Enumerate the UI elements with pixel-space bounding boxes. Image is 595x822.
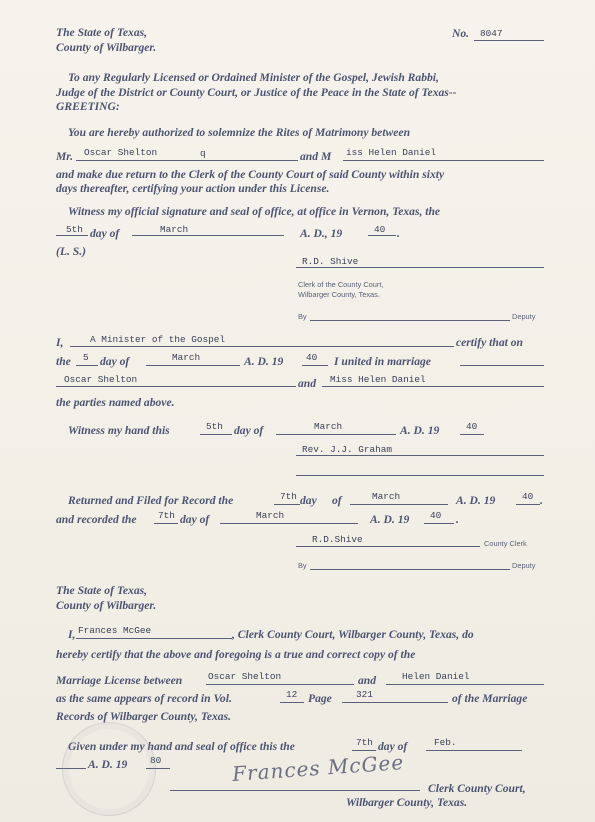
copy-day-of: day of [378,740,408,753]
certify-on: certify that on [456,336,523,349]
copy-and: and [358,674,377,687]
returned-text: Returned and Filed for Record the [68,494,234,507]
copy-vol-text: as the same appears of record in Vol. [56,692,232,705]
witness-day-of: day of [90,227,120,240]
license-number-label: No. [452,27,470,40]
copy-ml-label: Marriage License between [56,674,183,687]
certify-day: 5 [83,352,89,363]
witness-hand-year: 40 [466,421,478,432]
recorded-ad: A. D. 19 [370,513,410,526]
mr-label: Mr. [56,150,74,163]
returned-ad: A. D. 19 [456,494,496,507]
certify-i: I, [56,336,64,349]
copy-vol: 12 [286,689,298,700]
certify-year: 40 [306,352,318,363]
returned-day-label: day [300,494,317,507]
copy-footer-2: Wilbarger County, Texas. [346,796,468,809]
county-heading: County of Wilbarger. [56,41,157,54]
copy-of-marriage: of the Marriage [452,692,528,705]
witness-month: March [160,224,189,235]
recorded-day: 7th [158,510,175,521]
state-heading: The State of Texas, [56,26,148,39]
county-seal-embossing [62,722,156,816]
address-line-1: To any Regularly Licensed or Ordained Minister of the Gospel, Jewish Rabbi, [68,71,439,84]
by-label: By [298,312,307,321]
groom-extra: q [200,148,206,159]
bride-name: iss Helen Daniel [346,147,437,158]
clerk-name: R.D. Shive [302,256,359,267]
returned-year: 40 [522,491,534,502]
certify-bride: Miss Helen Daniel [330,374,426,385]
certify-day-of: day of [100,355,130,368]
authorize-line-1: You are hereby authorized to solemnize the Rites of Matrimony between [68,126,411,139]
witness-hand-text: Witness my hand this [68,424,170,437]
authorize-line-3: and make due return to the Clerk of the County Court of said County within sixty [56,168,445,181]
copy-ad: A. D. 19 [88,758,128,771]
returned-day: 7th [280,491,297,502]
marriage-license-document: The State of Texas, County of Wilbarger. No. 8047 To any Regularly Licensed or Ordained Minister of the Gospel, Jewish Rabbi, Judge of the District or County Court, or Justice of the Peace in the State of Texas-- GREETING: You are hereby authorized to solemnize the Rites of Matrimony between Mr. Oscar Shelton q and M iss Helen Daniel and make due return to the Clerk of the County Court of said County within sixty days thereafter, certifying your action under this License. Witness my official signature and seal of office, at office in Vernon, Texas, the 5th day of March A. D., 19 40 . (L. S.) R.D. Shive Clerk of the County Court, Wilbarger County, Texas. By Deputy I, A Minister of the Gospel certify that on the 5 day of March A. D. 19 40 I united in marriage Oscar Shelton and Miss Helen Daniel the parties named above. Witness my hand this 5th day of March A. D. 19 40 Rev. J.J. Graham Returned and Filed for Record the 7th day of March A. D. 19 40 . and recorded the 7th day of March A. D. 19 40 . R.D.Shive County Clerk By Deputy The State of Texas, County of Wilbarger. I, Frances McGee , Clerk County Court, Wilbarger County, Texas, do hereby certify that the above and foregoing is a true and correct copy of the Marriage License between Oscar Shelton and Helen Daniel as the same appears of record in Vol. 12 Page 321 of the Marriage Records of Wilbarger County, Texas. Given under my hand and seal of office this the 7th day of Feb. A. D. 19 80 Frances McGee Clerk County Court, Wilbarger County, Texas. [0,0,595,822]
witness-day: 5th [66,224,83,235]
witness-line-1: Witness my official signature and seal of office, at office in Vernon, Texas, the [68,205,441,218]
copy-groom: Oscar Shelton [208,671,282,682]
copy-footer-1: Clerk County Court, [428,782,526,795]
license-number: 8047 [480,28,503,39]
returned-of: of [332,494,342,507]
and-m-label: and M [300,150,332,163]
certify-ad: A. D. 19 [244,355,284,368]
copy-day: 7th [356,737,373,748]
copy-month: Feb. [434,737,457,748]
copy-county-heading: County of Wilbarger. [56,599,157,612]
address-line-2: Judge of the District or County Court, or Justice of the Peace in the State of Texas-- [56,86,457,99]
witness-ad: A. D., 19 [300,227,343,240]
copy-page-label: Page [308,692,332,705]
certify-united: I united in marriage [334,355,431,368]
copy-i: I, [68,628,76,641]
recorded-year: 40 [430,510,442,521]
copy-page: 321 [356,689,373,700]
copy-line-2: hereby certify that the above and foregoing is a true and correct copy of the [56,648,416,661]
copy-records: Records of Wilbarger County, Texas. [56,710,231,723]
officiant-signature: Rev. J.J. Graham [302,444,393,455]
greeting: GREETING: [56,100,120,113]
deputy-label: Deputy [512,312,536,321]
certify-groom: Oscar Shelton [64,374,138,385]
record-deputy-label: Deputy [512,561,536,570]
copy-bride: Helen Daniel [402,671,470,682]
certify-the: the [56,355,71,368]
clerk-title-2: Wilbarger County, Texas. [298,290,380,299]
witness-hand-month: March [314,421,343,432]
clerk-handwritten-signature: Frances McGee [231,750,405,786]
certify-month: March [172,352,201,363]
copy-year: 80 [150,755,162,766]
groom-name: Oscar Shelton [84,147,158,158]
copy-given: Given under my hand and seal of office this the [68,740,295,753]
county-clerk-label: County Clerk [484,539,527,548]
witness-hand-day-of: day of [234,424,264,437]
recorded-text: and recorded the [56,513,137,526]
copy-state-heading: The State of Texas, [56,584,148,597]
certify-and: and [298,377,317,390]
witness-hand-day: 5th [206,421,223,432]
certify-parties: the parties named above. [56,396,175,409]
ls-mark: (L. S.) [56,245,86,258]
copy-clerk-title: , Clerk County Court, Wilbarger County, Texas, do [232,628,474,641]
authorize-line-4: days thereafter, certifying your action under this License. [56,182,330,195]
clerk-title-1: Clerk of the County Court, [298,280,384,289]
record-clerk: R.D.Shive [312,534,363,545]
recorded-month: March [256,510,285,521]
record-by-label: By [298,561,307,570]
copy-clerk-name: Frances McGee [78,625,152,636]
returned-month: March [372,491,401,502]
witness-hand-ad: A. D. 19 [400,424,440,437]
recorded-day-of: day of [180,513,210,526]
witness-year: 40 [374,224,386,235]
officiant-title: A Minister of the Gospel [90,334,226,345]
